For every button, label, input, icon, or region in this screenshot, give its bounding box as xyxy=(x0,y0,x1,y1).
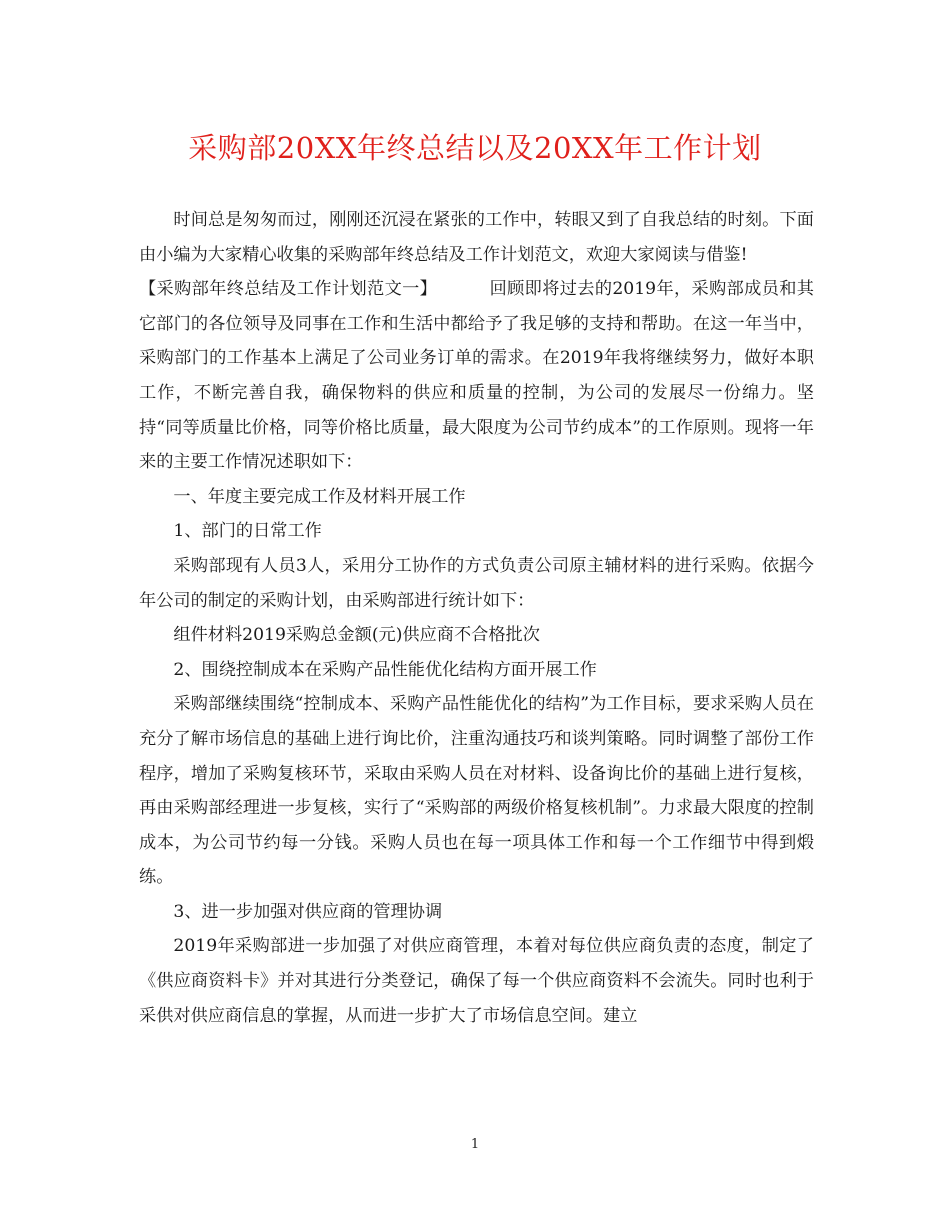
paragraph-daily-work: 采购部现有人员3人，采用分工协作的方式负责公司原主辅材料的进行采购。依据今年公司的制定的采购计划，由采购部进行统计如下： xyxy=(139,555,814,611)
paragraph-cost-control: 采购部继续围绕“控制成本、采购产品性能优化的结构”为工作目标，要求采购人员在充分了解市场信息的基础上进行询比价，注重沟通技巧和谈判策略。同时调整了部份工作程序，增加了采购复核环节，采取由采购人员在对材料、设备询比价的基础上进行复核，再由采购部经理进一步复核，实行了“采购部的两级价格复核机制”。力求最大限度的控制成本，为公司节约每一分钱。采购人员也在每一项具体工作和每一个工作细节中得到煅练。 xyxy=(139,694,814,888)
paragraph-sample-one-text: 回顾即将过去的2019年，采购部成员和其它部门的各位领导及同事在工作和生活中都给予了我足够的支持和帮助。在这一年当中，采购部门的工作基本上满足了公司业务订单的需求。在2019年我将继续努力，做好本职工作，不断完善自我，确保物料的供应和质量的控制，为公司的发展尽一份绵力。坚持“同等质量比价格，同等价格比质量，最大限度为公司节约成本”的工作原则。现将一年来的主要工作情况述职如下： xyxy=(139,279,814,473)
heading-annual-work: 一、年度主要完成工作及材料开展工作 xyxy=(173,486,466,507)
heading-supplier-management: 3、进一步加强对供应商的管理协调 xyxy=(173,901,443,922)
document-body xyxy=(139,203,814,1033)
paragraph-supplier-management: 2019年采购部进一步加强了对供应商管理，本着对每位供应商负责的态度，制定了《供应商资料卡》并对其进行分类登记，确保了每一个供应商资料不会流失。同时也利于采供对供应商信息的掌握，从而进一步扩大了市场信息空间。建立 xyxy=(139,936,814,1026)
section-heading-sample-one: 【采购部年终总结及工作计划范文一】 xyxy=(139,279,438,300)
page-number: 1 xyxy=(470,1137,480,1152)
paragraph-intro: 时间总是匆匆而过，刚刚还沉浸在紧张的工作中，转眼又到了自我总结的时刻。下面由小编为大家精心收集的采购部年终总结及工作计划范文，欢迎大家阅读与借鉴! xyxy=(139,210,814,265)
paragraph-sample-one xyxy=(139,272,814,480)
heading-daily-work: 1、部门的日常工作 xyxy=(173,521,322,542)
document-title: 采购部20XX年终总结以及20XX年工作计划 xyxy=(188,131,762,165)
table-header-line: 组件材料2019采购总金额(元)供应商不合格批次 xyxy=(173,625,540,646)
heading-cost-control: 2、围绕控制成本在采购产品性能优化结构方面开展工作 xyxy=(173,659,597,680)
